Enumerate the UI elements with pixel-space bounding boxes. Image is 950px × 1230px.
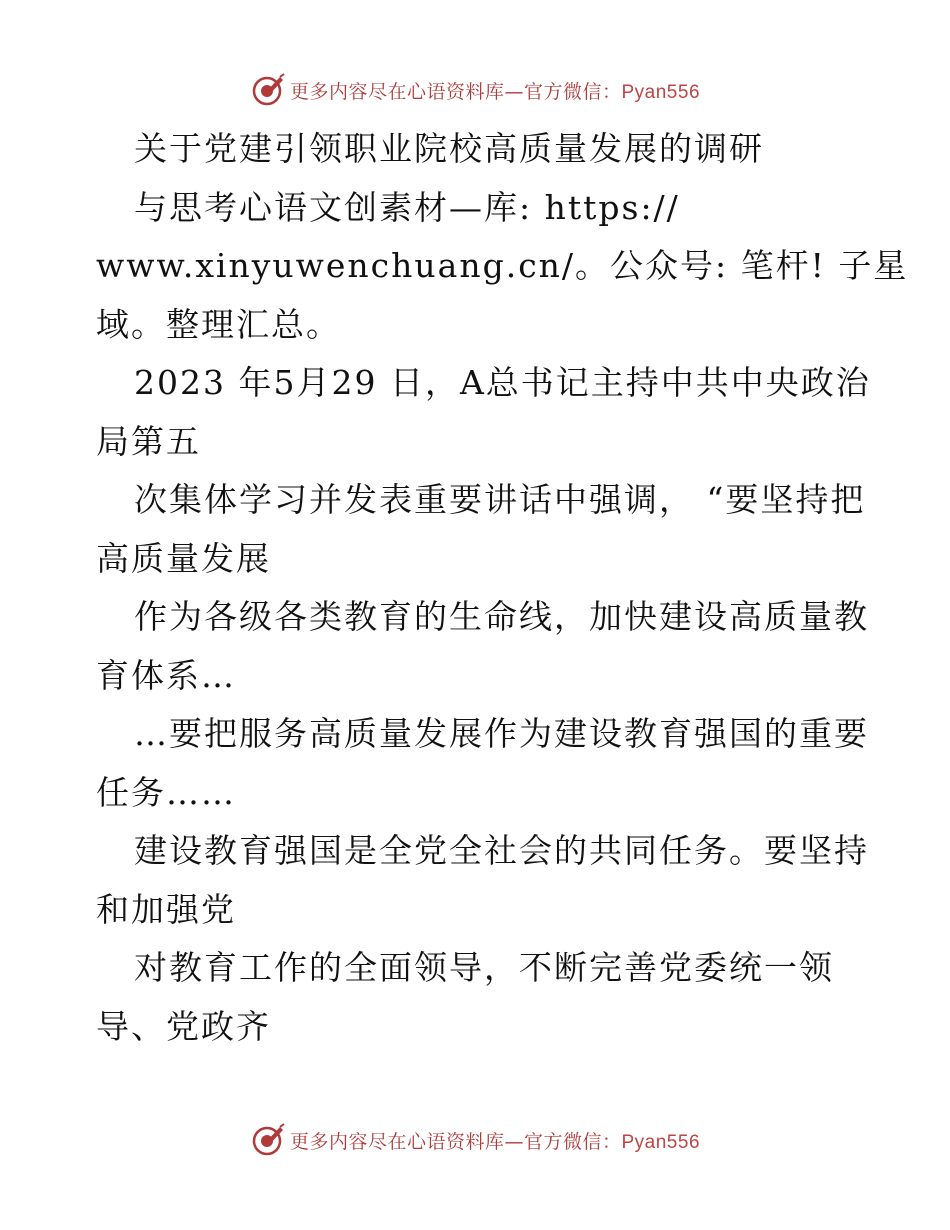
header-brand-text	[290, 77, 700, 104]
page-footer	[0, 1120, 950, 1160]
body-line: 对教育工作的全面领导，不断完善党委统一领	[134, 948, 834, 987]
body-line: 次集体学习并发表重要讲话中强调， “要坚持把	[134, 480, 866, 519]
body-line: 导、党政齐	[96, 1006, 271, 1046]
body-line: 和加强党	[96, 889, 236, 929]
document-body	[96, 120, 909, 1056]
body-line: 建设教育强国是全党全社会的共同任务。要坚持	[134, 831, 869, 870]
header-brand-slogan: 更多内容尽在心语资料库	[289, 80, 505, 103]
body-line: www.xinyuwenchuang.cn/。公众号: 笔杆! 子星	[96, 246, 909, 285]
body-line: 作为各级各类教育的生命线，加快建设高质量教	[134, 597, 869, 636]
page-header	[0, 70, 950, 110]
header-dash: —	[504, 80, 524, 103]
footer-brand-slogan: 更多内容尽在心语资料库	[289, 1130, 505, 1153]
header-brand	[250, 72, 700, 108]
footer-dash: —	[504, 1130, 524, 1153]
header-wechat-handle: Pyan556	[621, 81, 701, 103]
quill-logo-icon	[250, 72, 286, 108]
footer-brand	[250, 1122, 700, 1158]
body-line: 育体系…	[96, 655, 236, 695]
body-line: 任务……	[96, 772, 236, 812]
footer-wechat-label: 官方微信：	[523, 1130, 622, 1153]
body-line: 与思考心语文创素材—库: https://	[134, 187, 680, 227]
body-line: 域。整理汇总。	[96, 304, 341, 344]
body-line: 关于党建引领职业院校高质量发展的调研	[134, 129, 764, 168]
footer-wechat-handle: Pyan556	[621, 1131, 701, 1153]
body-line: 2023 年5月29 日，A总书记主持中共中央政治	[134, 363, 871, 402]
quill-logo-icon	[250, 1122, 286, 1158]
header-wechat-label: 官方微信：	[523, 80, 622, 103]
footer-brand-text	[290, 1127, 700, 1154]
body-line: 高质量发展	[96, 538, 271, 578]
body-line: 局第五	[96, 421, 201, 461]
body-line: …要把服务高质量发展作为建设教育强国的重要	[134, 714, 869, 753]
